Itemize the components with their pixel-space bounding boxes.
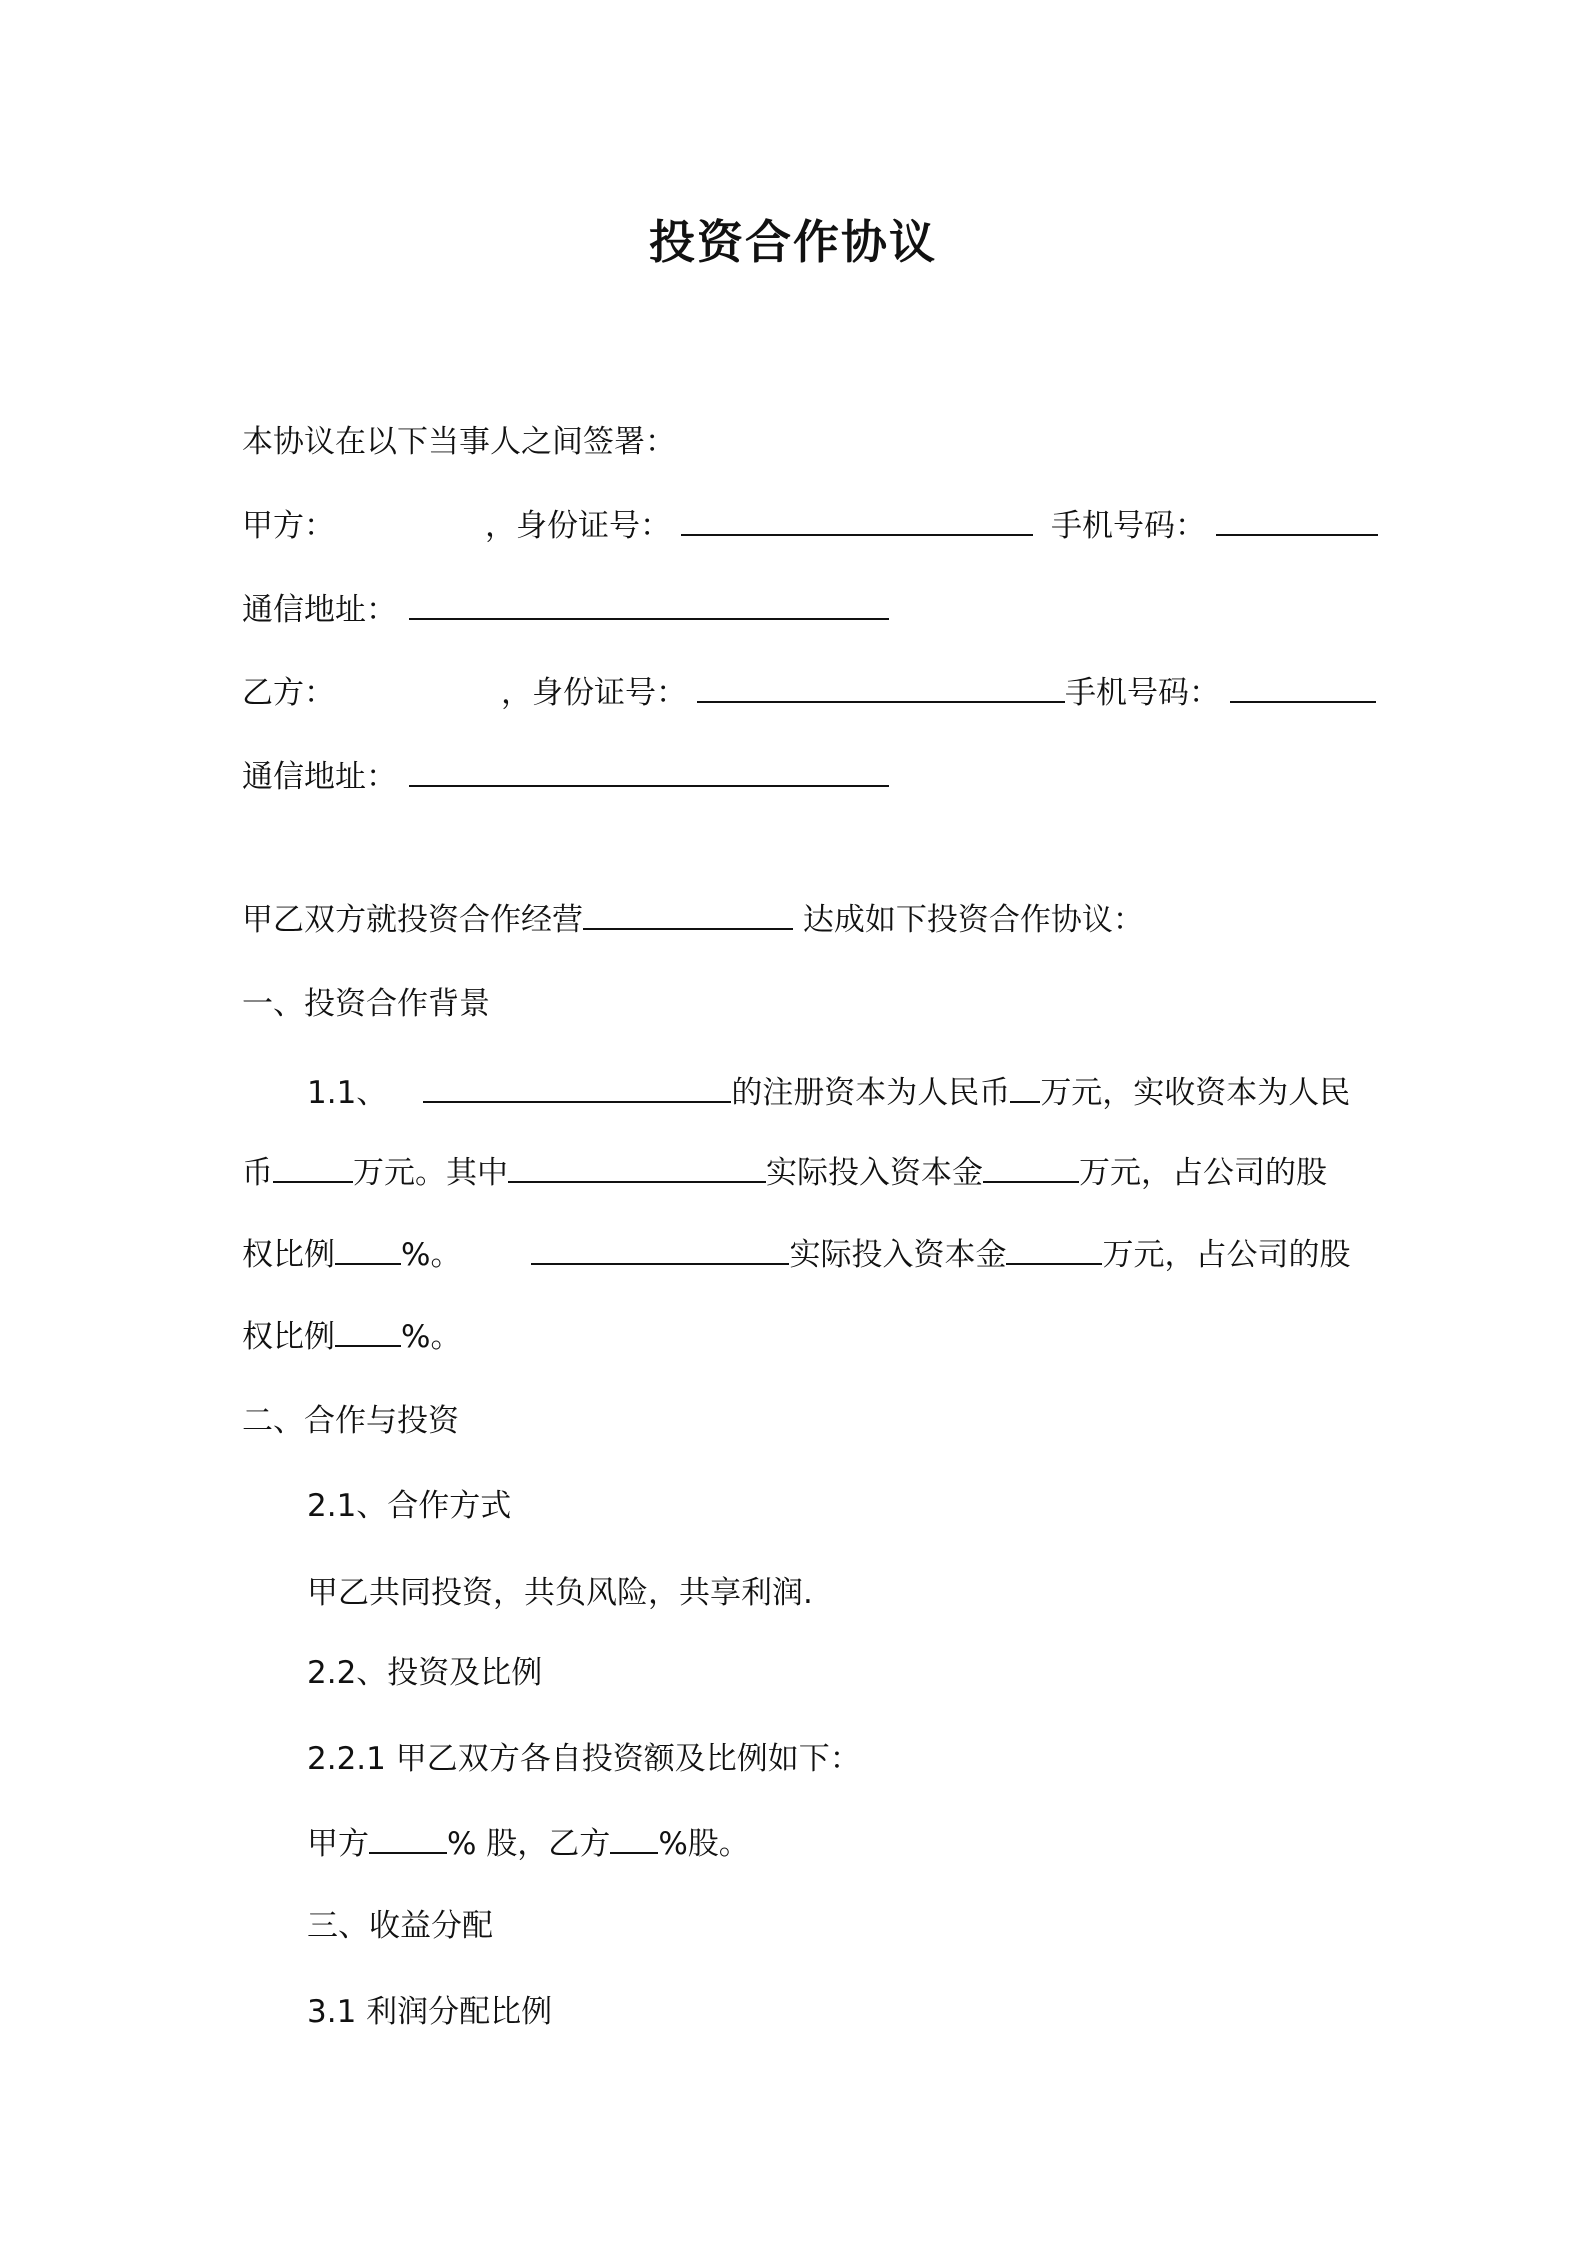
- clause-1-1-number: 1.1、: [307, 1075, 388, 1111]
- company-name-blank[interactable]: [423, 1071, 731, 1103]
- party-b-line: [242, 671, 1376, 715]
- clause-text: 万元，占公司的股: [1102, 1237, 1351, 1273]
- party-b-id-blank[interactable]: [697, 671, 1065, 703]
- clause-2-1-text: 甲乙共同投资，共负风险，共享利润.: [307, 1575, 813, 1611]
- registered-capital-blank[interactable]: [1010, 1071, 1040, 1103]
- clause-1-1-line-2: [242, 1151, 1327, 1195]
- investor-2-name-blank[interactable]: [531, 1233, 789, 1265]
- clause-1-1-end: 万元，实收资本为人民: [1040, 1075, 1351, 1111]
- party-a-id-blank[interactable]: [681, 504, 1033, 536]
- party-a-address-label: 通信地址：: [242, 592, 397, 628]
- party-a-line: [242, 504, 1378, 548]
- party-b-address-line: [242, 755, 889, 799]
- clause-1-1-line-1: [307, 1071, 1350, 1115]
- clause-text: %。: [401, 1319, 462, 1355]
- investor-1-ratio-blank[interactable]: [335, 1233, 401, 1265]
- party-b-label: 乙方：: [242, 675, 335, 711]
- party-b-phone-blank[interactable]: [1230, 671, 1376, 703]
- clause-1-1-line-3: [242, 1233, 1350, 1277]
- clause-text: 万元。其中: [353, 1155, 508, 1191]
- ratio-a-unit: % 股，乙方: [447, 1826, 611, 1862]
- document-title: 投资合作协议: [649, 215, 937, 269]
- clause-text: 万元，占公司的股: [1079, 1155, 1327, 1191]
- party-a-phone-label: 手机号码：: [1051, 508, 1206, 544]
- investor-1-capital-blank[interactable]: [983, 1151, 1079, 1183]
- business-name-blank[interactable]: [583, 898, 793, 930]
- party-b-address-blank[interactable]: [409, 755, 889, 787]
- ratio-b-unit: %股。: [658, 1826, 750, 1862]
- paid-in-capital-blank[interactable]: [273, 1151, 353, 1183]
- clause-2-2-heading: 2.2、投资及比例: [307, 1655, 543, 1691]
- party-b-ratio-blank[interactable]: [610, 1822, 658, 1854]
- party-b-id-label: ，身份证号：: [501, 675, 687, 711]
- agreement-line-part2: 达成如下投资合作协议：: [793, 902, 1144, 938]
- party-a-address-line: [242, 588, 889, 632]
- investor-2-capital-blank[interactable]: [1006, 1233, 1102, 1265]
- clause-text: 权比例: [242, 1237, 335, 1273]
- clause-2-1-heading: 2.1、合作方式: [307, 1488, 512, 1524]
- section-1-heading: 一、投资合作背景: [242, 986, 490, 1022]
- clause-text: 币: [242, 1155, 273, 1191]
- clause-1-1-line-4: [242, 1315, 461, 1359]
- clause-text: 实际投入资本金: [789, 1237, 1007, 1273]
- investor-1-name-blank[interactable]: [508, 1151, 766, 1183]
- clause-text: %。: [401, 1237, 462, 1273]
- party-a-label: 甲方：: [242, 508, 335, 544]
- clause-1-1-mid: 的注册资本为人民币: [731, 1075, 1011, 1111]
- party-a-phone-blank[interactable]: [1216, 504, 1378, 536]
- agreement-line: [242, 898, 1144, 942]
- clause-2-2-1: 2.2.1 甲乙双方各自投资额及比例如下：: [307, 1741, 861, 1777]
- party-b-phone-label: 手机号码：: [1065, 675, 1220, 711]
- investor-2-ratio-blank[interactable]: [335, 1315, 401, 1347]
- clause-text: 实际投入资本金: [766, 1155, 983, 1191]
- agreement-line-part1: 甲乙双方就投资合作经营: [242, 902, 583, 938]
- party-a-ratio-blank[interactable]: [369, 1822, 447, 1854]
- party-a-address-blank[interactable]: [409, 588, 889, 620]
- ratio-line: [307, 1822, 750, 1866]
- clause-text: 权比例: [242, 1319, 335, 1355]
- section-3-heading: 三、收益分配: [307, 1908, 493, 1944]
- ratio-a-label: 甲方: [307, 1826, 369, 1862]
- party-a-id-label: ，身份证号：: [485, 508, 671, 544]
- party-b-address-label: 通信地址：: [242, 759, 397, 795]
- intro-line: 本协议在以下当事人之间签署：: [242, 424, 676, 460]
- section-2-heading: 二、合作与投资: [242, 1403, 459, 1439]
- clause-3-1: 3.1 利润分配比例: [307, 1994, 553, 2030]
